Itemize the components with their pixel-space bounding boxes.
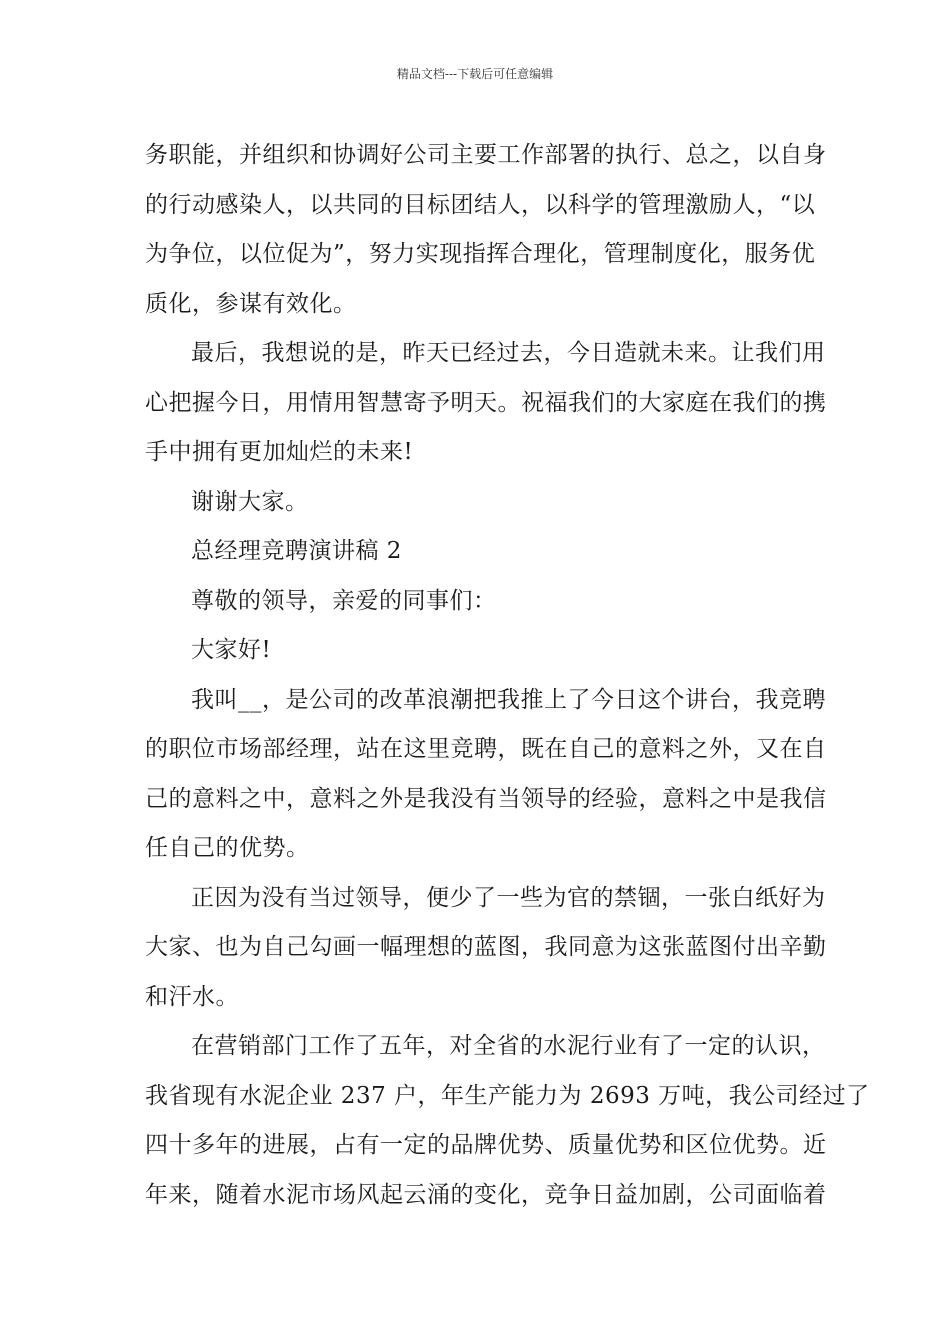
text-line: 任自己的优势。	[145, 835, 310, 861]
text-line: 年来，随着水泥市场风起云涌的变化，竞争日益加剧，公司面临着	[145, 1181, 827, 1208]
text-line: 和汗水。	[145, 983, 239, 1010]
text-line: 正因为没有当过领导，便少了一些为官的禁锢，一张白纸好为	[191, 884, 826, 911]
text-line: 的职位市场部经理，站在这里竞聘，既在自己的意料之外，又在自	[145, 736, 827, 762]
text-line: 我省现有水泥企业 237 户，年生产能力为 2693 万吨，我公司经过了	[145, 1082, 870, 1109]
paragraph-greeting	[145, 626, 810, 676]
document-body	[145, 131, 870, 1220]
text-line: 务职能，并组织和协调好公司主要工作部署的执行、总之，以自身	[145, 142, 827, 168]
text-line: 谢谢大家。	[191, 488, 309, 515]
text-line: 大家、也为自己勾画一幅理想的蓝图，我同意为这张蓝图付出辛勤	[145, 934, 827, 960]
paragraph-introduction	[145, 676, 827, 874]
text-line: 四十多年的进展，占有一定的品牌优势、质量优势和区位优势。近	[145, 1132, 827, 1158]
paragraph-thanks	[145, 478, 810, 528]
page-header: 精品文档---下载后可任意编辑	[396, 67, 554, 81]
paragraph-duties	[145, 131, 827, 329]
text-line: 质化，参谋有效化。	[145, 290, 357, 317]
text-line: 我叫__，是公司的改革浪潮把我推上了今日这个讲台，我竞聘	[191, 686, 826, 713]
text-line: 最后，我想说的是，昨天已经过去，今日造就未来。让我们用	[191, 340, 826, 366]
text-line: 的行动感染人，以共同的目标团结人，以科学的管理激励人，“以	[145, 191, 816, 218]
section-title	[145, 527, 810, 577]
paragraph-marketing	[145, 1022, 870, 1220]
paragraph-salutation	[145, 577, 810, 627]
text-line: 大家好!	[191, 637, 272, 663]
text-line: 心把握今日，用情用智慧寄予明天。祝福我们的大家庭在我们的携	[145, 389, 827, 416]
text-line: 手中拥有更加灿烂的未来!	[145, 439, 414, 465]
text-line: 总经理竞聘演讲稿 2	[191, 538, 402, 564]
text-line: 己的意料之中，意料之外是我没有当领导的经验，意料之中是我信	[145, 785, 827, 812]
paragraph-blank-paper	[145, 874, 827, 1023]
text-line: 为争位，以位促为”，努力实现指挥合理化，管理制度化，服务优	[145, 241, 816, 267]
text-line: 尊敬的领导，亲爱的同事们：	[191, 587, 497, 614]
paragraph-closing	[145, 329, 827, 478]
text-line: 在营销部门工作了五年，对全省的水泥行业有了一定的认识，	[191, 1033, 826, 1059]
